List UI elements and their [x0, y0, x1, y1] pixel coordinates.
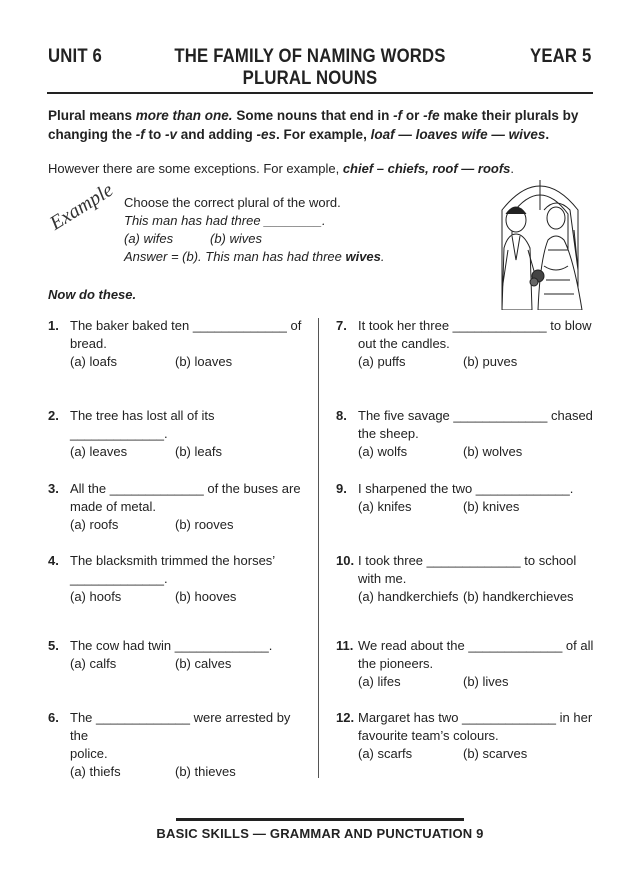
year-label: YEAR 5	[530, 46, 592, 67]
answer-options	[358, 443, 596, 461]
question-text-line1: We read about the _____________ of all	[358, 638, 594, 653]
question-text-line1: It took her three _____________ to blow	[358, 318, 592, 333]
question-text-line2: with me.	[358, 571, 407, 586]
question-10	[336, 552, 596, 606]
question-9	[336, 480, 596, 516]
question-number: 11.	[336, 638, 354, 653]
column-divider	[318, 318, 319, 778]
question-text-line2: bread.	[70, 336, 107, 351]
option-b[interactable]: (b) handkerchieves	[463, 589, 574, 604]
option-a[interactable]: (a) thiefs	[70, 764, 121, 779]
option-b[interactable]: (b) scarves	[463, 746, 528, 761]
question-text-line2: made of metal.	[70, 499, 156, 514]
question-number: 4.	[48, 553, 59, 568]
question-5	[48, 637, 308, 673]
now-do-these: Now do these.	[48, 287, 137, 302]
bride-groom-illustration	[478, 170, 602, 310]
answer-options	[70, 763, 308, 781]
option-a[interactable]: (a) handkerchiefs	[358, 589, 459, 604]
page-subtitle: PLURAL NOUNS	[242, 68, 378, 89]
option-a[interactable]: (a) lifes	[358, 674, 401, 689]
option-b[interactable]: (b) wolves	[463, 444, 523, 459]
option-b[interactable]: (b) thieves	[175, 764, 236, 779]
question-number: 2.	[48, 408, 59, 423]
option-a[interactable]: (a) loafs	[70, 354, 117, 369]
option-b[interactable]: (b) loaves	[175, 354, 233, 369]
question-text-line2: out the candles.	[358, 336, 450, 351]
example-stamp: Example	[46, 178, 118, 235]
answer-options	[358, 745, 596, 763]
exceptions-paragraph: However there are some exceptions. For example, chief – chiefs, roof — roofs.	[48, 161, 515, 176]
option-b[interactable]: (b) calves	[175, 656, 232, 671]
example-answer: Answer = (b). This man has had three wives.	[124, 249, 385, 264]
option-a[interactable]: (a) leaves	[70, 444, 128, 459]
question-2	[48, 407, 308, 461]
option-b[interactable]: (b) lives	[463, 674, 509, 689]
question-number: 6.	[48, 710, 59, 725]
option-b[interactable]: (b) leafs	[175, 444, 222, 459]
footer-text: BASIC SKILLS — GRAMMAR AND PUNCTUATION 9	[156, 826, 484, 841]
option-a[interactable]: (a) roofs	[70, 517, 119, 532]
footer-rule	[176, 818, 464, 821]
question-number: 5.	[48, 638, 59, 653]
answer-options	[358, 588, 596, 606]
question-text-line1: The baker baked ten _____________ of	[70, 318, 302, 333]
question-number: 3.	[48, 481, 59, 496]
question-text-line1: I took three _____________ to school	[358, 553, 577, 568]
answer-options	[358, 673, 596, 691]
option-a[interactable]: (a) scarfs	[358, 746, 413, 761]
question-number: 7.	[336, 318, 347, 333]
question-11	[336, 637, 596, 691]
question-text-line2: _____________.	[70, 571, 168, 586]
answer-options	[70, 588, 308, 606]
question-text-line1: The five savage _____________ chased	[358, 408, 593, 423]
option-b[interactable]: (b) puves	[463, 354, 518, 369]
header-rule	[47, 92, 593, 94]
page-title: THE FAMILY OF NAMING WORDS	[174, 46, 446, 67]
example-instruction: Choose the correct plural of the word.	[124, 195, 341, 210]
unit-label: UNIT 6	[48, 46, 103, 67]
question-6	[48, 709, 308, 781]
option-b[interactable]: (b) rooves	[175, 517, 234, 532]
question-text-line1: I sharpened the two _____________.	[358, 481, 574, 496]
example-options: (a) wifes (b) wives	[124, 231, 263, 246]
answer-options	[70, 443, 308, 461]
question-text-line1: All the _____________ of the buses are	[70, 481, 301, 496]
option-a[interactable]: (a) hoofs	[70, 589, 122, 604]
question-text-line2: police.	[70, 746, 108, 761]
question-number: 10.	[336, 553, 355, 568]
intro-paragraph: Plural means more than one. Some nouns that end in -f or -fe make their plurals by changing the -f to -v and adding -es. For example, loaf — loaves wife — wives.	[48, 108, 579, 142]
example-sentence: This man has had three ________.	[124, 213, 326, 228]
question-number: 12.	[336, 710, 355, 725]
question-7	[336, 317, 596, 371]
question-number: 1.	[48, 318, 59, 333]
answer-options	[358, 498, 596, 516]
question-text-line2: favourite team’s colours.	[358, 728, 499, 743]
answer-options	[70, 353, 308, 371]
question-text-line1: The tree has lost all of its _____________.	[70, 408, 215, 441]
question-12	[336, 709, 596, 763]
question-text-line2: the sheep.	[358, 426, 419, 441]
question-1	[48, 317, 308, 371]
answer-options	[70, 516, 308, 534]
option-a[interactable]: (a) wolfs	[358, 444, 408, 459]
question-text-line2: the pioneers.	[358, 656, 434, 671]
option-a[interactable]: (a) puffs	[358, 354, 406, 369]
example-block	[124, 194, 444, 266]
option-b[interactable]: (b) knives	[463, 499, 520, 514]
question-number: 8.	[336, 408, 347, 423]
answer-options	[358, 353, 596, 371]
question-text-line1: The _____________ were arrested by the	[70, 710, 291, 743]
option-a[interactable]: (a) calfs	[70, 656, 117, 671]
question-text-line1: The blacksmith trimmed the horses’	[70, 553, 276, 568]
question-4	[48, 552, 308, 606]
question-text-line1: The cow had twin _____________.	[70, 638, 273, 653]
question-8	[336, 407, 596, 461]
question-3	[48, 480, 308, 534]
option-b[interactable]: (b) hooves	[175, 589, 237, 604]
answer-options	[70, 655, 308, 673]
option-a[interactable]: (a) knifes	[358, 499, 412, 514]
question-number: 9.	[336, 481, 347, 496]
question-text-line1: Margaret has two _____________ in her	[358, 710, 593, 725]
